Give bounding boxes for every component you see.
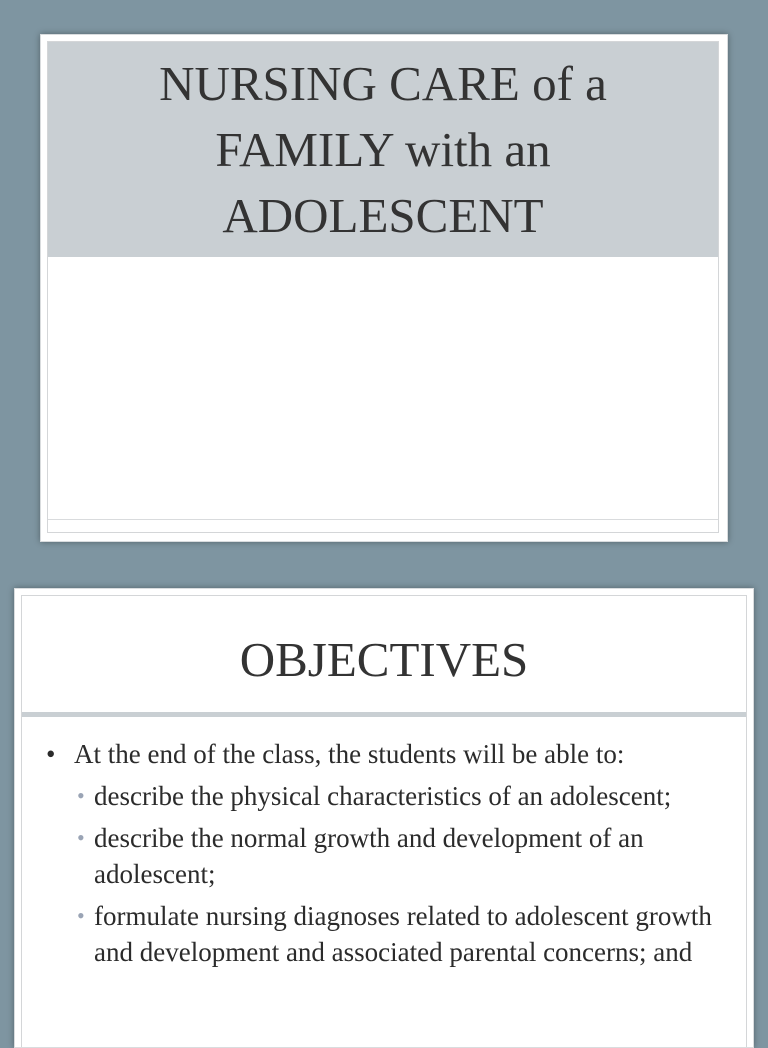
slide-title: NURSING CARE of a FAMILY with an ADOLESCENT bbox=[159, 55, 607, 243]
objectives-list bbox=[22, 778, 746, 970]
list-item bbox=[22, 778, 746, 814]
sub-bullet-icon: • bbox=[77, 783, 85, 808]
sub-bullet-icon: • bbox=[77, 903, 85, 928]
objective-text: describe the normal growth and development of an adolescent; bbox=[94, 823, 644, 889]
objectives-heading: OBJECTIVES bbox=[239, 632, 529, 687]
title-band bbox=[48, 42, 718, 257]
objectives-content bbox=[22, 736, 746, 976]
objective-text: describe the physical characteristics of an adolescent; bbox=[94, 781, 672, 811]
bullet-icon: • bbox=[46, 739, 56, 769]
objective-text: formulate nursing diagnoses related to adolescent growth and development and associated parental concerns; and bbox=[94, 901, 712, 967]
list-item bbox=[22, 898, 746, 970]
heading-divider bbox=[22, 712, 746, 717]
slide-frame bbox=[21, 595, 747, 1047]
title-slide bbox=[40, 34, 728, 542]
sub-bullet-icon: • bbox=[77, 825, 85, 850]
slide-frame bbox=[47, 41, 719, 533]
footer-line bbox=[48, 519, 718, 520]
objectives-slide bbox=[14, 588, 754, 1048]
intro-text: At the end of the class, the students will be able to: bbox=[74, 739, 625, 769]
intro-bullet bbox=[22, 736, 746, 772]
list-item bbox=[22, 820, 746, 892]
